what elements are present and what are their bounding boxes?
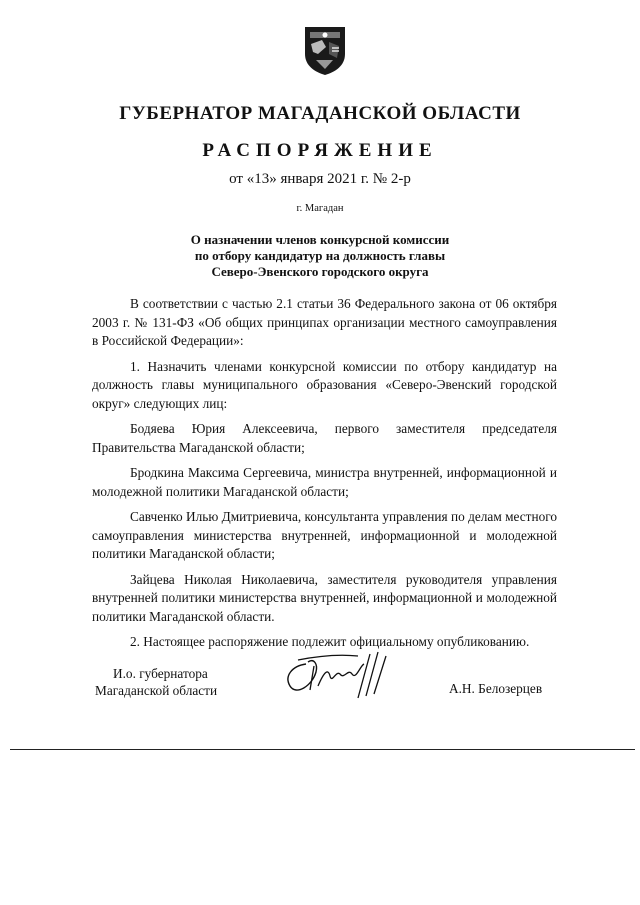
document-body [92,295,557,659]
member-paragraph: Савченко Илью Дмитриевича, консультанта управления по делам местного самоуправления министерства внутренней, информационной и молодежной политики Магаданской области; [92,509,557,561]
bottom-divider [10,749,635,750]
signatory-position-line: И.о. губернатора [113,666,208,681]
signatory-position-line: Магаданской области [95,683,218,698]
subject-line: О назначении членов конкурсной комиссии [190,232,450,247]
signatory-position [95,665,217,699]
member-paragraph: Зайцева Николая Николаевича, заместителя руководителя управления внутренней политики министерства внутренней, информационной и молодежной политики Магаданской области. [92,571,557,624]
document-type: РАСПОРЯЖЕНИЕ [202,140,438,161]
document-date-number: от «13» января 2021 г. № 2-р [229,171,411,187]
coat-of-arms-icon [302,24,348,76]
subject-line: Северо-Эвенского городского округа [211,264,429,279]
document-subject [0,232,640,280]
member-paragraph: Бродкина Максима Сергеевича, министра внутренней, информационной и молодежной политики Магаданской области; [92,465,557,499]
organization-title: ГУБЕРНАТОР МАГАДАНСКОЙ ОБЛАСТИ [119,103,521,124]
clause-2-paragraph: 2. Настоящее распоряжение подлежит официальному опубликованию. [130,634,530,649]
handwritten-signature [278,646,398,702]
subject-line: по отбору кандидатур на должность главы [194,248,446,263]
preamble-paragraph: В соответствии с частью 2.1 статьи 36 Федерального закона от 06 октября 2003 г. № 131-ФЗ «Об общих принципах организации местного самоуправления в Российской Федерации»: [92,296,557,348]
document-city: г. Магадан [296,203,344,214]
signatory-name: А.Н. Белозерцев [449,681,543,696]
member-paragraph: Бодяева Юрия Алексеевича, первого заместителя председателя Правительства Магаданской области; [92,421,557,455]
clause-1-paragraph: 1. Назначить членами конкурсной комиссии по отбору кандидатур на должность главы муниципального образования «Северо-Эвенский городской округ» следующих лиц: [92,358,557,411]
